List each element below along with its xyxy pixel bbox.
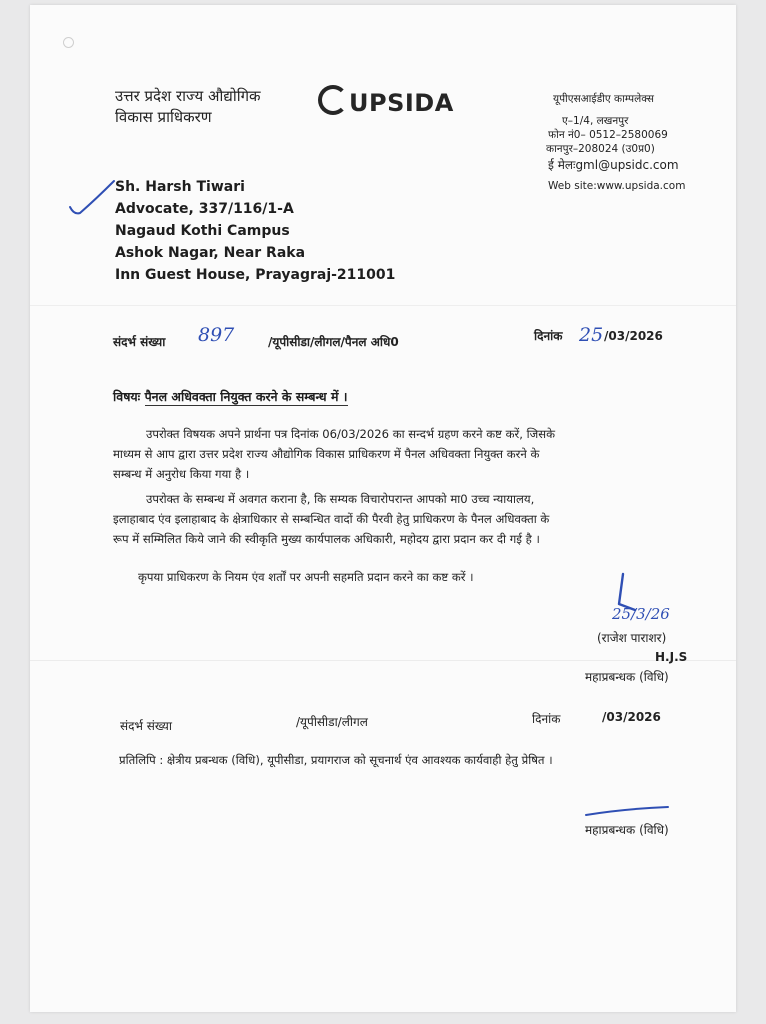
addressee-line2: Advocate, 337/116/1-A (115, 201, 294, 217)
reference-number-handwritten: 897 (198, 324, 235, 346)
addressee-name: Sh. Harsh Tiwari (115, 179, 245, 195)
copy-distribution-text: प्रतिलिपि : क्षेत्रीय प्रबन्धक (विधि), यूपीसीडा, प्रयागराज को सूचनार्थ एंव आवश्यक कार्यवाही हेतु प्रेषित । (119, 753, 553, 767)
para2-line1: उपरोक्त के सम्बन्ध में अवगत कराना है, कि सम्यक विचारोपरान्त आपको मा0 उच्च न्यायालय, (146, 492, 535, 506)
logo-text: UPSIDA (349, 89, 454, 117)
gear-logo-icon (318, 85, 348, 115)
punch-hole-mark (63, 37, 74, 48)
signatory-name: (राजेश पाराशर) (597, 631, 667, 645)
para1-line1: उपरोक्त विषयक अपने प्रार्थना पत्र दिनांक 06/03/2026 का सन्दर्भ ग्रहण करने कष्ट करें, जिसके (146, 427, 555, 441)
contact-address: ए–1/4, लखनपुर (562, 115, 629, 127)
para1-line2: माध्यम से आप द्वारा उत्तर प्रदेश राज्य औद्योगिक विकास प्राधिकरण में पैनल अधिवक्ता नियुक्त करने के (113, 447, 540, 461)
reference-date-label: दिनांक (534, 329, 563, 343)
copy-date-label: दिनांक (532, 712, 561, 726)
para3: कृपया प्राधिकरण के नियम एंव शर्तों पर अपनी सहमति प्रदान करने का कष्ट करें । (138, 570, 474, 584)
reference-date-suffix: /03/2026 (604, 329, 663, 343)
signatory-service: H.J.S (655, 650, 688, 664)
contact-complex: यूपीएसआईडीए काम्पलेक्स (553, 93, 655, 105)
contact-website: Web site:www.upsida.com (548, 180, 686, 192)
signature-date-handwritten: 25/3/26 (612, 605, 670, 623)
addressee-line3: Nagaud Kothi Campus (115, 223, 290, 239)
contact-phone: फोन नं0– 0512–2580069 (548, 129, 668, 141)
subject-label: विषयः (113, 389, 141, 404)
addressee-line5: Inn Guest House, Prayagraj-211001 (115, 267, 396, 283)
org-name-line1: उत्तर प्रदेश राज्य औद्योगिक (115, 87, 261, 105)
reference-label: संदर्भ संख्या (113, 335, 166, 349)
upsida-logo (318, 85, 454, 117)
copy-reference-suffix: /यूपीसीडा/लीगल (296, 715, 368, 729)
contact-city: कानपुर–208024 (उ0प्र0) (546, 143, 655, 155)
copy-date-value: /03/2026 (602, 710, 661, 724)
para2-line2: इलाहाबाद एंव इलाहाबाद के क्षेत्राधिकार से सम्बन्धित वादों की पैरवी हेतु प्राधिकरण के पैनल अधिवक्ता के (113, 512, 550, 526)
addressee-line4: Ashok Nagar, Near Raka (115, 245, 306, 261)
reference-suffix: /यूपीसीडा/लीगल/पैनल अधि0 (268, 335, 399, 349)
para1-line3: सम्बन्ध में अनुरोध किया गया है । (113, 467, 250, 481)
copy-designation: महाप्रबन्धक (विधि) (585, 823, 669, 837)
checkmark-icon (66, 177, 118, 219)
handwritten-initial-stroke (582, 805, 672, 819)
signatory-designation: महाप्रबन्धक (विधि) (585, 670, 669, 684)
para2-line3: रूप में सम्मिलित किये जाने की स्वीकृति मुख्य कार्यपालक अधिकारी, महोदय द्वारा प्रदान कर दी गई है । (113, 532, 540, 546)
copy-reference-label: संदर्भ संख्या (120, 719, 172, 733)
subject-line (113, 388, 348, 405)
subject-text: पैनल अधिवक्ता नियुक्त करने के सम्बन्ध में । (144, 389, 348, 404)
contact-email: ई मेलःgml@upsidc.com (548, 158, 679, 172)
org-name-line2: विकास प्राधिकरण (115, 108, 212, 126)
reference-date-handwritten: 25 (579, 324, 604, 346)
